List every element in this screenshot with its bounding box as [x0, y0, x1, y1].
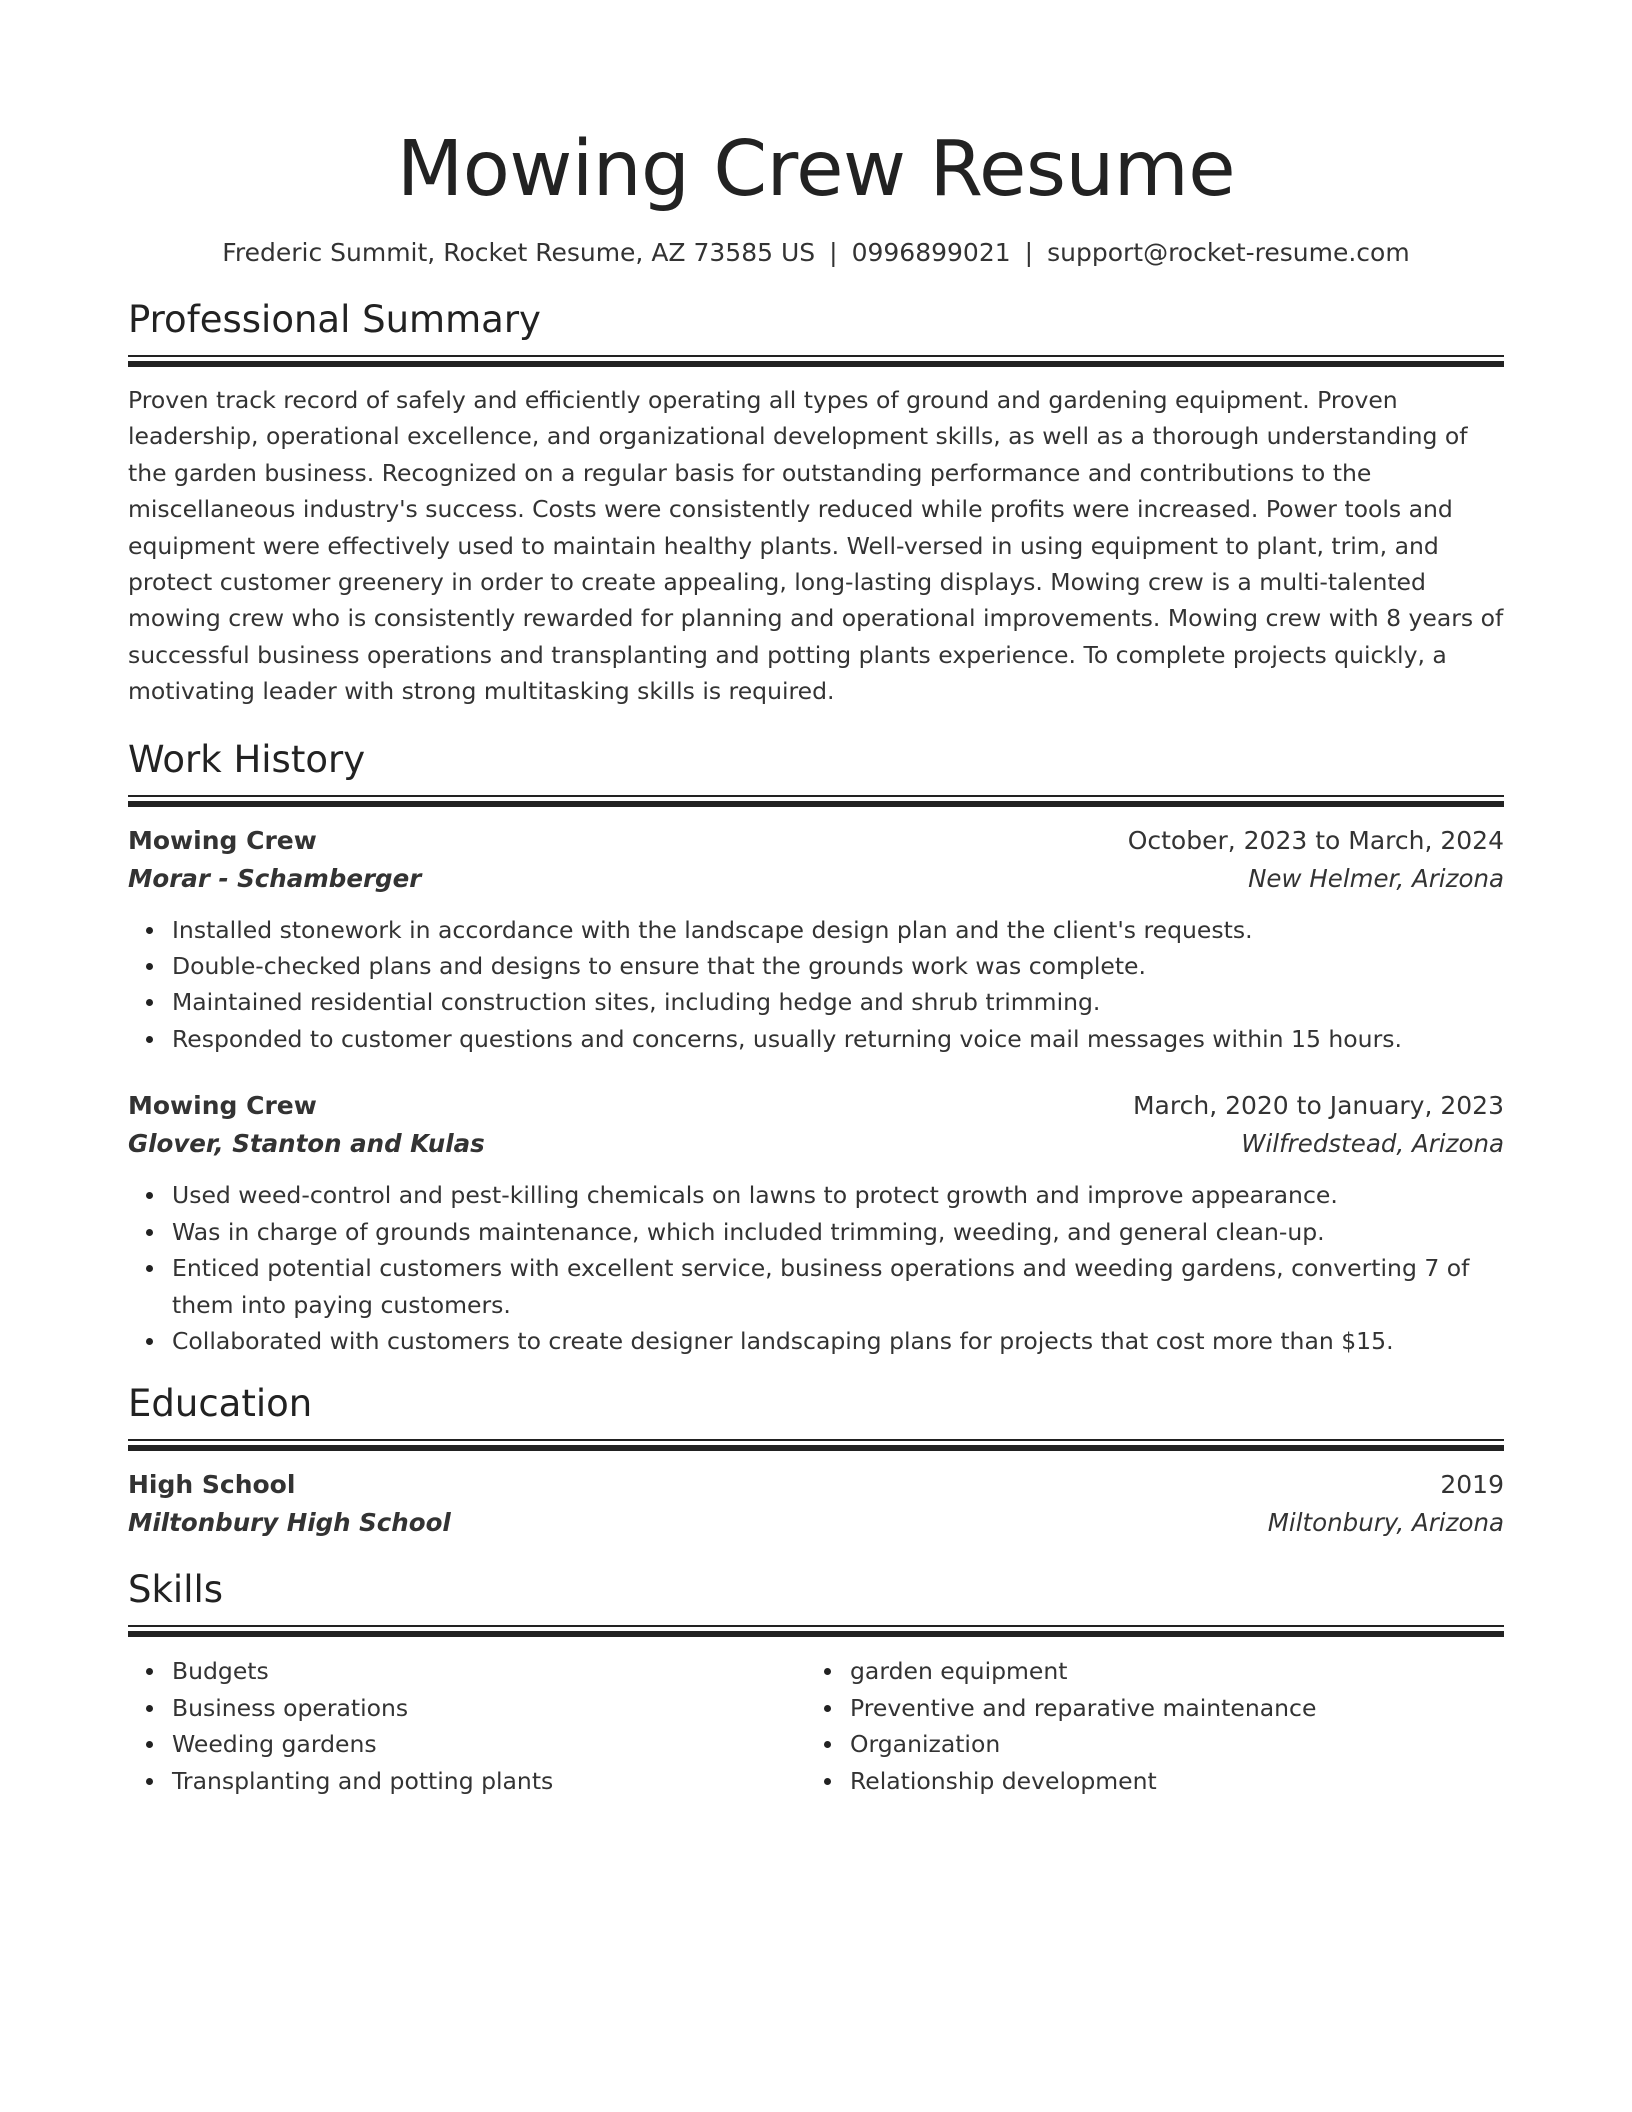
job-company: Glover, Stanton and Kulas	[128, 1129, 485, 1159]
job-bullet: Maintained residential construction sites, including hedge and shrub trimming.	[172, 984, 1504, 1020]
skill-item: Weeding gardens	[172, 1726, 806, 1762]
resume-title: Mowing Crew Resume	[396, 125, 1236, 214]
job-bullet: Responded to customer questions and concerns, usually returning voice mail messages within 15 hours.	[172, 1021, 1504, 1057]
contact-address: Frederic Summit, Rocket Resume, AZ 73585 US	[222, 238, 816, 267]
skill-item: Business operations	[172, 1690, 806, 1726]
section-divider	[128, 355, 1504, 367]
job-dates: October, 2023 to March, 2024	[1127, 825, 1504, 855]
contact-email: support@rocket-resume.com	[1047, 238, 1410, 267]
section-heading-education: Education	[128, 1382, 313, 1426]
section-divider	[128, 1439, 1504, 1451]
job-location: Wilfredstead, Arizona	[1241, 1129, 1504, 1159]
education-degree: High School	[128, 1470, 296, 1500]
education-section	[128, 1381, 1504, 1542]
contact-separator: |	[829, 238, 838, 267]
education-school: Miltonbury High School	[128, 1508, 451, 1538]
job-bullets	[128, 912, 1504, 1058]
skills-column-right	[806, 1653, 1484, 1799]
education-location: Miltonbury, Arizona	[1267, 1508, 1504, 1538]
job-company: Morar - Schamberger	[128, 863, 422, 893]
job-bullet: Double-checked plans and designs to ensure that the grounds work was complete.	[172, 948, 1504, 984]
job-title: Mowing Crew	[128, 1091, 317, 1121]
section-divider	[128, 795, 1504, 807]
job-title: Mowing Crew	[128, 825, 317, 855]
job-bullet: Collaborated with customers to create designer landscaping plans for projects that cost more than $15.	[172, 1323, 1504, 1359]
skill-item: Preventive and reparative maintenance	[850, 1690, 1484, 1726]
job-bullet: Was in charge of grounds maintenance, which included trimming, weeding, and general clean-up.	[172, 1214, 1504, 1250]
skill-item: Organization	[850, 1726, 1484, 1762]
skill-item: Budgets	[172, 1653, 806, 1689]
job-bullets	[128, 1177, 1504, 1359]
job-location: New Helmer, Arizona	[1248, 863, 1504, 893]
contact-separator: |	[1024, 238, 1034, 267]
contact-phone: 0996899021	[851, 238, 1011, 267]
skills-list	[128, 1653, 806, 1799]
skills-grid	[128, 1653, 1504, 1799]
job-bullet: Used weed-control and pest-killing chemicals on lawns to protect growth and improve appearance.	[172, 1177, 1504, 1213]
skill-item: Relationship development	[850, 1763, 1484, 1799]
job-bullet: Enticed potential customers with excellent service, business operations and weeding gardens, converting 7 of them into paying customers.	[172, 1250, 1504, 1323]
section-divider	[128, 1625, 1504, 1637]
section-heading-work: Work History	[128, 737, 366, 781]
section-heading-skills: Skills	[128, 1568, 224, 1612]
summary-section	[128, 297, 1504, 710]
job-entry	[128, 822, 1504, 1058]
skills-column-left	[128, 1653, 806, 1799]
education-year: 2019	[1440, 1470, 1504, 1500]
job-bullet: Installed stonework in accordance with the landscape design plan and the client's requests.	[172, 912, 1504, 948]
skill-item: garden equipment	[850, 1653, 1484, 1689]
resume-page	[128, 0, 1504, 1799]
job-dates: March, 2020 to January, 2023	[1132, 1091, 1504, 1121]
summary-text: Proven track record of safely and efficiently operating all types of ground and gardening equipment. Proven leadership, operational excellence, and organizational development skills, as well as a thorough understanding of the garden business. Recognized on a regular basis for outstanding performance and contributions to the miscellaneous industry's success. Costs were consistently reduced while profits were increased. Power tools and equipment were effectively used to maintain healthy plants. Well-versed in using equipment to plant, trim, and protect customer greenery in order to create appealing, long-lasting displays. Mowing crew is a multi-talented mowing crew who is consistently rewarded for planning and operational improvements. Mowing crew with 8 years of successful business operations and transplanting and potting plants experience. To complete projects quickly, a motivating leader with strong multitasking skills is required.	[128, 386, 1504, 706]
skills-list	[806, 1653, 1484, 1799]
section-heading-summary: Professional Summary	[128, 298, 541, 341]
skills-section	[128, 1567, 1504, 1799]
skill-item: Transplanting and potting plants	[172, 1763, 806, 1799]
contact-line	[128, 236, 1504, 270]
work-history-section	[128, 737, 1504, 1360]
job-entry	[128, 1087, 1504, 1359]
